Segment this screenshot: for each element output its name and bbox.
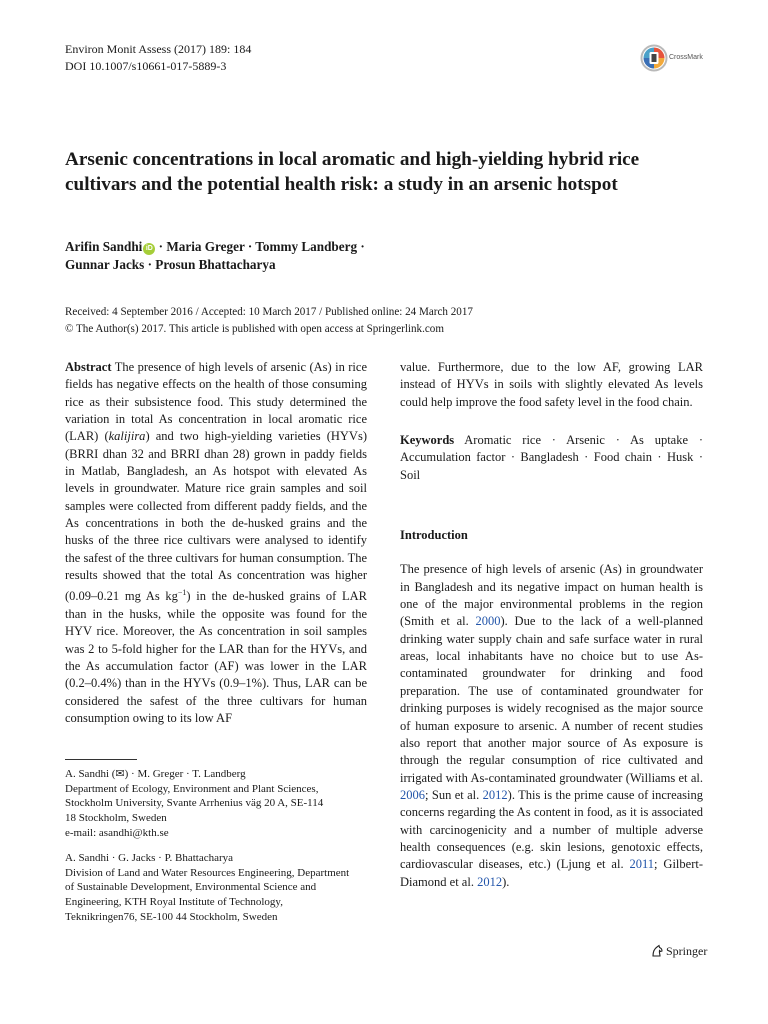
- abstract: Abstract The presence of high levels of arsenic (As) in rice fields has negative effects on the health of those consuming rice as their subsistence food. This study determined the variation in total As concentration in local aromatic rice (LAR) (kalijira) and two high-yielding varieties (HYVs) (BRRI dhan 32 and BRRI dhan 28) grown in paddy fields in Matlab, Bangladesh, an As hotspot with elevated As levels in groundwater. Mature rice grain samples and soil samples were collected from different paddy fields, and the As concentrations in both the de-husked grains and the husks of the three rice cultivars were analysed to identify the safest of the three cultivars for human consumption. The results showed that the total As concentration was higher (0.09–0.21 mg As $kg^{-1}$) in the de-husked grains of LAR than in the husks, while the opposite was found for the HYV rice. Moreover, the As concentration in soil samples was 2 to 5-fold higher for the LAR than for the HYVs, and the As accumulation factor (AF) was lower in the LAR (0.2–0.4%) than in the HYVs (0.9–1%). Thus, LAR can be considered the safest of the three cultivars for human consumption owing to its low AF: [65, 360, 367, 725]
- affiliation-names: A. Sandhi (✉) · M. Greger · T. Landberg: [65, 768, 246, 780]
- publisher-name: Springer: [666, 944, 708, 958]
- introduction-paragraph: The presence of high levels of arsenic (As) in groundwater in Bangladesh and its negative impact on human health is one of the major environmental problems in the region (Smith et al. 2000). Due to the lack of a well-planned drinking water supply chain and safe surface water in rural areas, local inhabitants have no choice but to use As-contaminated groundwater for drinking and food preparation. The use of contaminated groundwater for drinking purposes is widely recognised as the major source of human exposure to arsenic. A number of recent studies also report that another major source of As exposure is through the regular consumption of rice cultivated and irrigated with As-contaminated groundwater (Williams et al. 2006; Sun et al. 2012). This is the prime cause of increasing concerns regarding the As content in food, as it is associated with carcinogenicity and a number of multiple adverse health consequences (e.g. skin lesions, genotoxic effects, cardiovascular diseases, etc.) (Ljung et al. 2011; Gilbert-Diamond et al. 2012).: [400, 562, 704, 889]
- affiliation-line: Division of Land and Water Resources Engineering, Department: [65, 866, 350, 879]
- affiliation-line: Teknikringen76, SE-100 44 Stockholm, Sweden: [65, 910, 278, 923]
- introduction-heading: Introduction: [400, 528, 468, 543]
- author-list: [65, 238, 365, 274]
- affiliation-block: [65, 767, 370, 841]
- citation-link[interactable]: 2012: [477, 874, 503, 889]
- dates-line: Received: 4 September 2016 / Accepted: 10 March 2017 / Published online: 24 March 2017: [65, 306, 473, 318]
- journal-citation: Environ Monit Assess (2017) 189: 184: [65, 42, 252, 56]
- affiliation-block: [65, 851, 370, 925]
- affiliation-line: of Sustainable Development, Environmental Science and: [65, 881, 317, 894]
- journal-header: [65, 41, 251, 75]
- crossmark-icon: [640, 44, 668, 72]
- affiliation-line: Engineering, KTH Royal Institute of Technology,: [65, 896, 283, 909]
- publisher-logo: [650, 944, 707, 959]
- abstract-continued: value. Furthermore, due to the low AF, growing LAR instead of HYVs in soils with slightly elevated As levels could help improve the food safety level in the food chain.: [400, 360, 703, 409]
- affiliation-names: A. Sandhi · G. Jacks · P. Bhattacharya: [65, 852, 234, 864]
- citation-link[interactable]: 2012: [482, 787, 508, 802]
- author-list-line2: Gunnar Jacks · Prosun Bhattacharya: [65, 257, 276, 272]
- author-list-line1: · Maria Greger · Tommy Landberg ·: [155, 239, 365, 254]
- springer-horse-icon: [650, 944, 664, 958]
- crossmark-badge[interactable]: [640, 44, 706, 72]
- footnote-divider: [65, 759, 137, 760]
- article-title: Arsenic concentrations in local aromatic and high-yielding hybrid rice cultivars and the potential health risk: a study in an arsenic hotspot: [65, 149, 640, 195]
- left-column: [65, 359, 367, 727]
- right-column: [400, 359, 703, 891]
- affiliation-line: Department of Ecology, Environment and Plant Sciences,: [65, 782, 319, 795]
- citation-link[interactable]: 2011: [629, 857, 655, 872]
- crossmark-label: CrossMark: [669, 54, 703, 61]
- keywords-text: Aromatic rice · Arsenic · As uptake · Accumulation factor · Bangladesh · Food chain · Husk · Soil: [400, 433, 703, 482]
- affiliation-line: 18 Stockholm, Sweden: [65, 812, 167, 825]
- citation-link[interactable]: 2000: [475, 614, 501, 629]
- email-link[interactable]: e-mail: asandhi@kth.se: [65, 826, 169, 839]
- keywords: [400, 432, 703, 484]
- open-access-line: © The Author(s) 2017. This article is published with open access at Springerlink.com: [65, 323, 444, 335]
- keywords-label: Keywords: [400, 433, 455, 448]
- orcid-icon[interactable]: iD: [143, 243, 155, 255]
- publication-dates: [65, 304, 473, 338]
- author-first[interactable]: Arifin Sandhi: [65, 239, 143, 254]
- abstract-label: Abstract: [65, 360, 112, 374]
- citation-link[interactable]: 2006: [400, 787, 425, 802]
- doi[interactable]: DOI 10.1007/s10661-017-5889-3: [65, 59, 227, 73]
- affiliation-line: Stockholm University, Svante Arrhenius väg 20 A, SE-114: [65, 797, 324, 810]
